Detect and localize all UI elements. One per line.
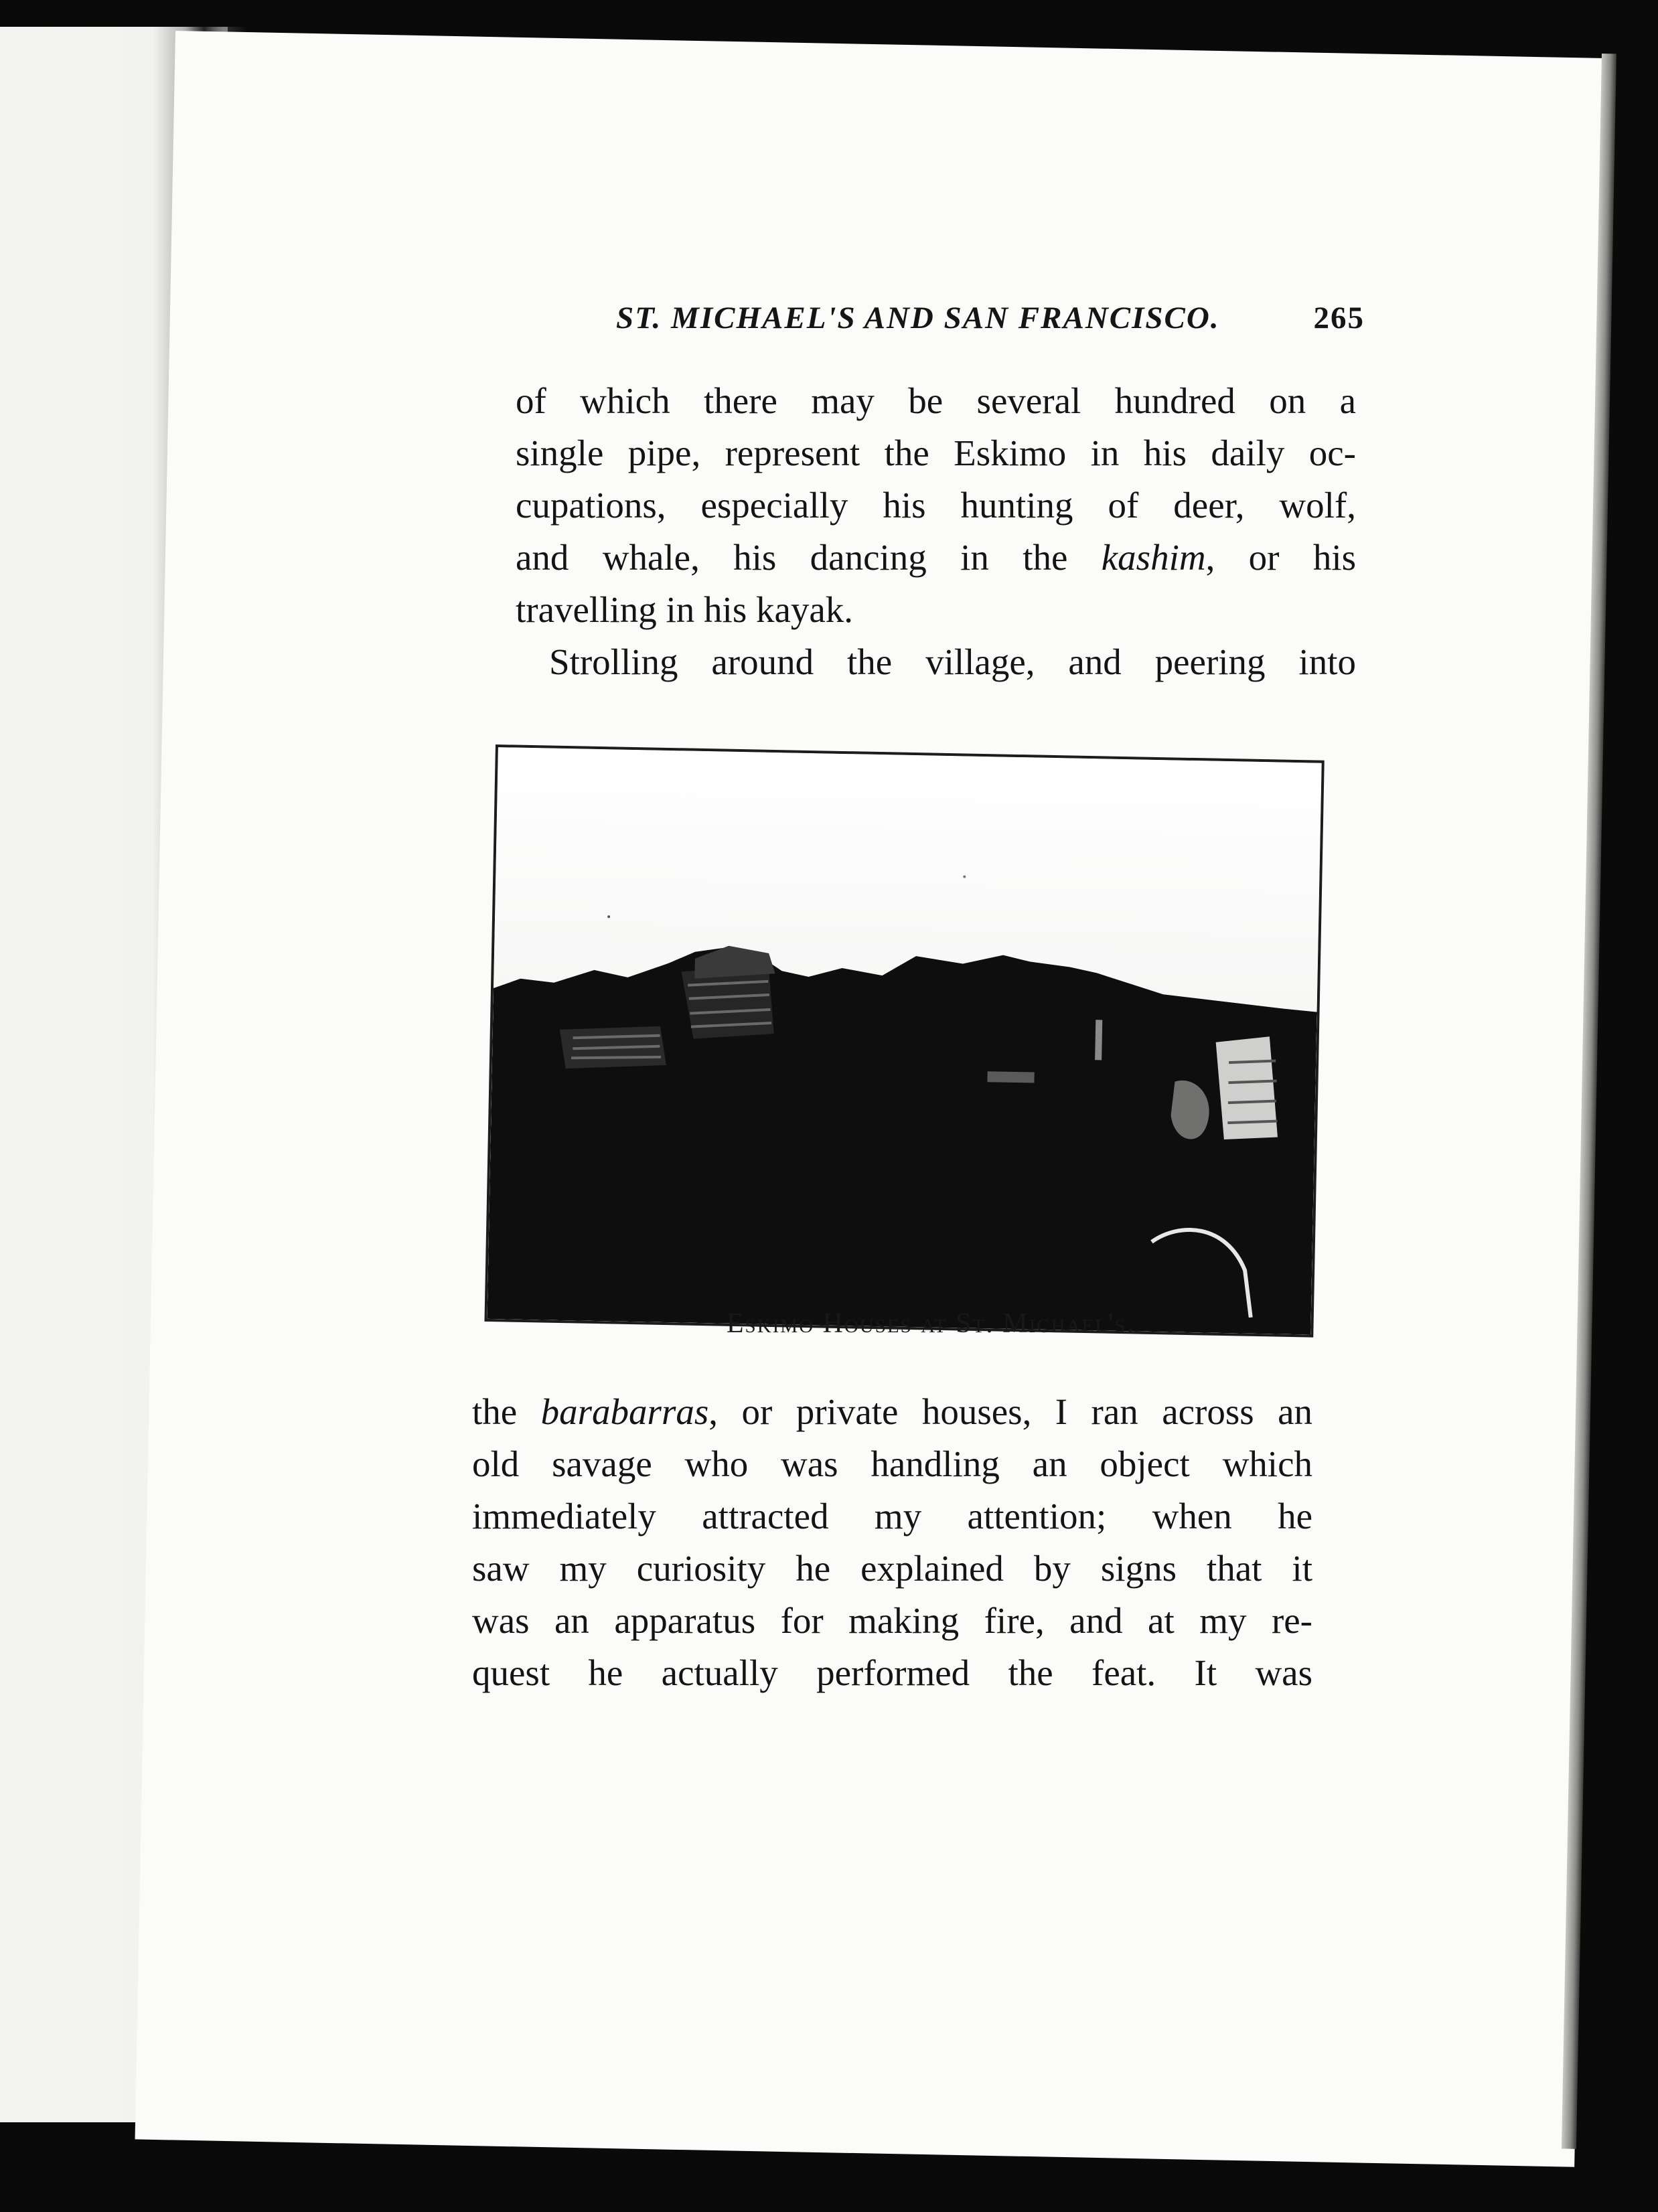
text-line [516,532,1356,584]
paragraph-top [516,375,1356,688]
text-line: of which there may be several hundred on a [516,380,1356,421]
text-line: travelling in his kayak. [516,589,854,630]
text-line: old savage who was handling an object which [472,1443,1312,1484]
italic-term-kashim: kashim [1101,537,1206,578]
text-line-indented: Strolling around the village, and peering into [549,641,1356,682]
text-segment: , or private houses, I ran across an [708,1391,1313,1432]
text-segment: and whale, his dancing in the [516,537,1068,578]
text-line: was an apparatus for making fire, and at my re- [472,1600,1312,1641]
text-line: saw my curiosity he explained by signs that it [472,1548,1312,1589]
text-line: cupations, especially his hunting of deer, wolf, [516,485,1356,526]
page-number: 265 [1313,301,1365,335]
text-line: quest he actually performed the feat. It was [472,1652,1312,1693]
text-line [472,1386,1312,1438]
text-line: single pipe, represent the Eskimo in his daily oc- [516,432,1356,473]
running-title: ST. MICHAEL'S AND SAN FRANCISCO. [616,301,1220,335]
paragraph-bottom [472,1386,1312,1699]
photograph-image [487,747,1322,1334]
italic-term-barabarras: barabarras [540,1391,709,1432]
photograph-eskimo-houses [484,744,1324,1338]
figure-caption: Eskimo Houses at St. Michael's. [726,1308,1136,1339]
text-line: immediately attracted my attention; when he [472,1496,1312,1536]
running-head [616,300,1365,340]
text-segment: , or his [1205,537,1357,578]
text-segment: the [472,1391,518,1432]
